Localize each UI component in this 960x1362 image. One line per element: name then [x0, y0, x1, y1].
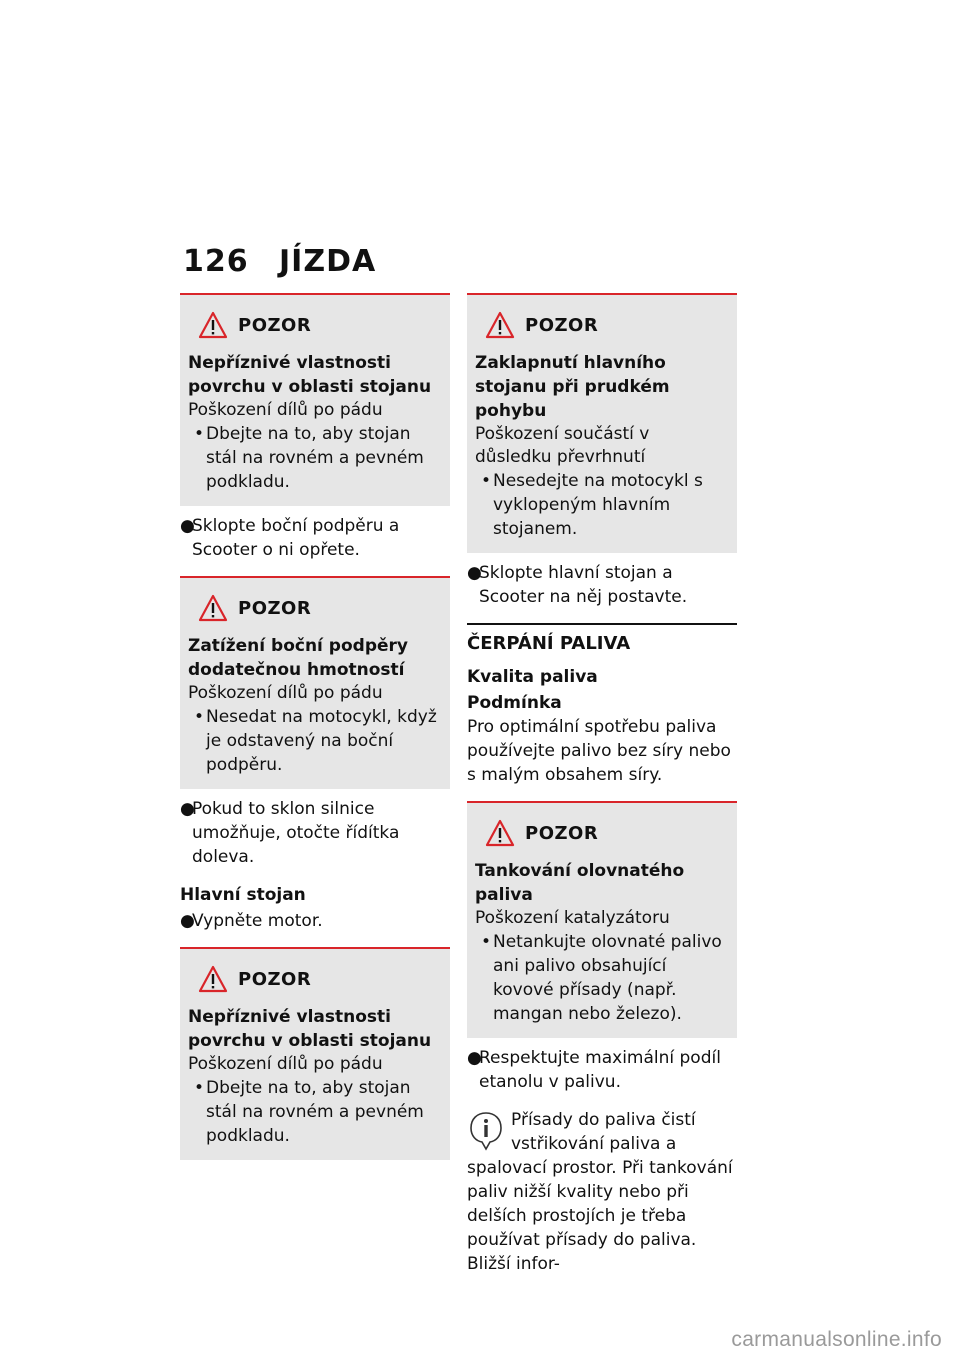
step-item	[467, 1046, 737, 1094]
section-header	[467, 623, 737, 657]
warning-measure: • Nesedat na motocykl, když je odstavený na boční podpěru.	[188, 705, 442, 777]
left-column	[180, 293, 450, 1168]
warning-header	[475, 819, 729, 847]
bullet-icon: ●	[467, 563, 482, 583]
warning-title: Tankování olovnatého paliva	[475, 861, 685, 905]
bullet-icon: ●	[180, 799, 195, 819]
step-item	[180, 797, 450, 869]
section-title: ČERPÁNÍ PALIVA	[467, 633, 631, 654]
warning-cause: Poškození součástí v důsledku převrhnutí	[475, 424, 650, 467]
warning-box	[180, 576, 450, 789]
warning-measure: • Netankujte olovnaté palivo ani palivo obsahující kovové přísady (např. mangan nebo železo).	[475, 930, 729, 1026]
warning-title: Nepříznivé vlastnosti povrchu v oblasti stojanu	[188, 353, 432, 397]
warning-box	[467, 293, 737, 553]
warning-cause: Poškození katalyzátoru	[475, 908, 670, 928]
step-text: Sklopte hlavní stojan a Scooter na něj postavte.	[479, 563, 688, 607]
step-item	[180, 909, 450, 933]
warning-label: POZOR	[238, 968, 312, 990]
page-number: 126	[183, 244, 249, 279]
warning-measure: • Dbejte na to, aby stojan stál na rovném a pevném podkladu.	[188, 1076, 442, 1148]
watermark: carmanualsonline.info	[731, 1328, 942, 1351]
step-text: Vypněte motor.	[192, 911, 323, 931]
warning-header	[188, 965, 442, 993]
subheading: Hlavní stojan	[180, 885, 306, 905]
warning-cause: Poškození dílů po pádu	[188, 1054, 383, 1074]
subheading: Kvalita paliva	[467, 667, 598, 687]
warning-label: POZOR	[238, 314, 312, 336]
warning-title: Zaklapnutí hlavního stojanu při prudkém pohybu	[475, 353, 670, 421]
warning-title: Zatížení boční podpěry dodatečnou hmotností	[188, 636, 408, 680]
warning-label: POZOR	[238, 597, 312, 619]
paragraph: Pro optimální spotřebu paliva používejte palivo bez síry nebo s malým obsahem síry.	[467, 717, 731, 785]
warning-box	[467, 801, 737, 1038]
warning-label: POZOR	[525, 314, 599, 336]
warning-triangle-icon	[198, 311, 228, 339]
step-item	[467, 561, 737, 609]
subheading: Podmínka	[467, 693, 562, 713]
step-text: Pokud to sklon silnice umožňuje, otočte řídítka doleva.	[192, 799, 400, 867]
warning-triangle-icon	[198, 594, 228, 622]
warning-header	[475, 311, 729, 339]
step-item	[180, 514, 450, 562]
bullet-icon: ●	[180, 516, 195, 536]
warning-box	[180, 947, 450, 1160]
warning-cause: Poškození dílů po pádu	[188, 400, 383, 420]
warning-header	[188, 594, 442, 622]
page-title: JÍZDA	[279, 244, 377, 279]
warning-label: POZOR	[525, 822, 599, 844]
info-icon	[467, 1110, 505, 1152]
right-column	[467, 293, 737, 1276]
warning-triangle-icon	[485, 819, 515, 847]
page-header	[183, 244, 376, 279]
warning-cause: Poškození dílů po pádu	[188, 683, 383, 703]
warning-triangle-icon	[485, 311, 515, 339]
warning-measure: • Dbejte na to, aby stojan stál na rovném a pevném podkladu.	[188, 422, 442, 494]
warning-header	[188, 311, 442, 339]
bullet-icon: ●	[180, 911, 195, 931]
step-text: Sklopte boční podpěru a Scooter o ni opřete.	[192, 516, 400, 560]
step-text: Respektujte maximální podíl etanolu v palivu.	[479, 1048, 721, 1092]
warning-title: Nepříznivé vlastnosti povrchu v oblasti stojanu	[188, 1007, 432, 1051]
bullet-icon: ●	[467, 1048, 482, 1068]
warning-box	[180, 293, 450, 506]
warning-triangle-icon	[198, 965, 228, 993]
warning-measure: • Nesedejte na motocykl s vyklopeným hlavním stojanem.	[475, 469, 729, 541]
info-note	[467, 1108, 737, 1276]
info-text: Přísady do paliva čistí vstřikování paliva a spalovací prostor. Při tankování paliv nižší kvality nebo při delších prostojích je třeba používat přísady do paliva. Bližší infor-	[467, 1110, 733, 1274]
